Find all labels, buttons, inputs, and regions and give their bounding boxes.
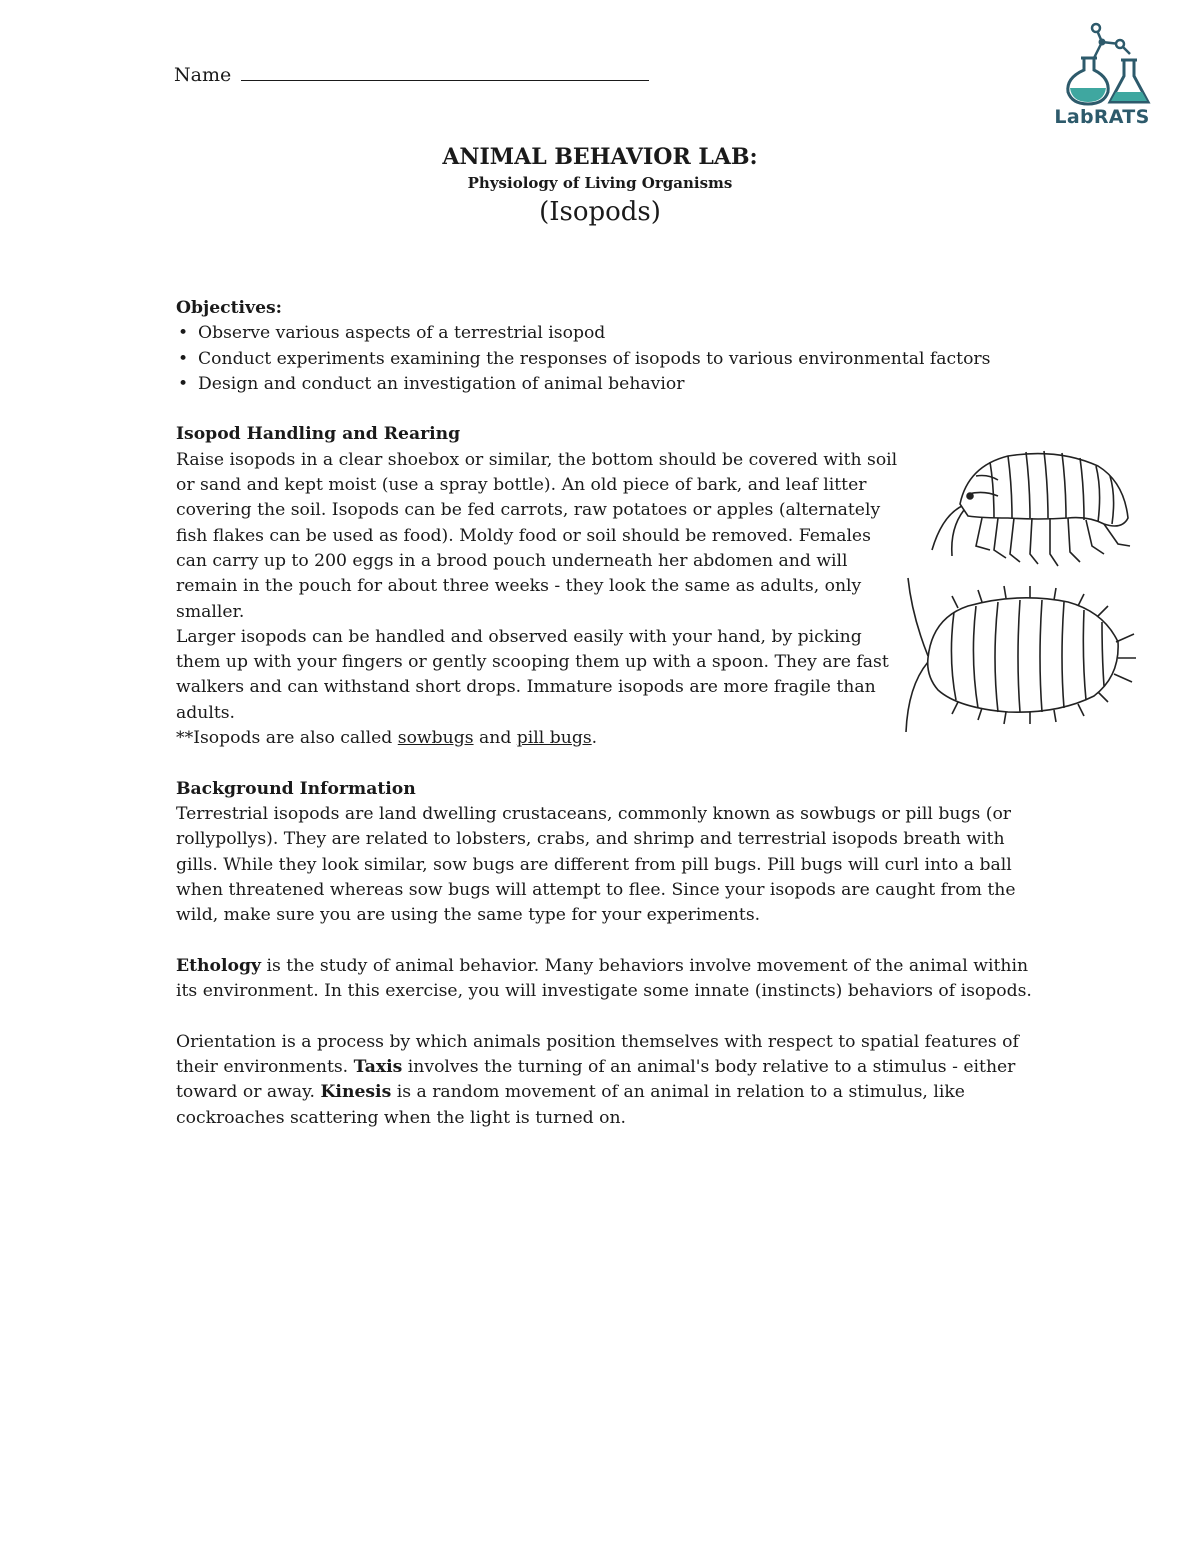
term-sowbugs: sowbugs bbox=[397, 728, 474, 749]
orientation-text-2: involves the turning of an animal's body relative to a stimulus - either toward or away. bbox=[176, 1056, 1016, 1103]
background-heading: Background Information bbox=[176, 778, 416, 799]
note-suffix: . bbox=[591, 728, 598, 749]
objectives-list bbox=[176, 321, 1036, 397]
list-item: • Conduct experiments examining the responses of isopods to various environmental factors bbox=[176, 347, 1036, 372]
term-taxis: Taxis bbox=[353, 1056, 403, 1077]
ethology-paragraph bbox=[176, 954, 1036, 1005]
orientation-text-3: is a random movement of an animal in relation to a stimulus, like cockroaches scattering when the light is turned on. bbox=[176, 1082, 965, 1128]
term-pill-bugs: pill bugs bbox=[516, 728, 592, 749]
handling-heading: Isopod Handling and Rearing bbox=[176, 424, 461, 445]
isopod-top-view-icon bbox=[906, 578, 1136, 732]
term-kinesis: Kinesis bbox=[320, 1082, 392, 1103]
name-label: Name bbox=[174, 64, 232, 86]
isopod-side-view-icon bbox=[932, 451, 1130, 566]
handling-paragraph-1: Raise isopods in a clear shoebox or similar, the bottom should be covered with soil or sand and kept moist (use a spray bottle). An old piece of bark, and leaf litter covering the soil. Isopods can be fed carrots, raw potatoes or apples (alternately fish flakes can be used as food). Moldy food or soil should be removed. Females can carry up to 200 eggs in a brood pouch underneath her abdomen and will remain in the pouch for about three weeks - they look the same as adults, only smaller. bbox=[176, 449, 898, 622]
page-title: ANIMAL BEHAVIOR LAB: bbox=[442, 144, 758, 170]
page-subtitle-isopods: (Isopods) bbox=[539, 197, 661, 227]
list-item: • Design and conduct an investigation of animal behavior bbox=[176, 372, 1036, 397]
background-paragraph: Terrestrial isopods are land dwelling crustaceans, commonly known as sowbugs or pill bugs (or rollypollys). They are related to lobsters, crabs, and shrimp and terrestrial isopods breath with gills. While they look similar, sow bugs are different from pill bugs. Pill bugs will curl into a ball when threatened whereas sow bugs will attempt to flee. Since your isopods are caught from the wild, make sure you are using the same type for your experiments. bbox=[176, 803, 1016, 926]
logo-text: LabRATS bbox=[1054, 106, 1150, 128]
title-block bbox=[0, 142, 1200, 230]
orientation-paragraph bbox=[176, 1030, 1036, 1131]
term-ethology: Ethology bbox=[176, 955, 261, 976]
ethology-text: is the study of animal behavior. Many behaviors involve movement of the animal within its environment. In this exercise, you will investigate some innate (instincts) behaviors of isopods. bbox=[176, 955, 1032, 1002]
note-prefix: **Isopods are also called bbox=[176, 728, 398, 749]
objectives-heading: Objectives: bbox=[176, 298, 283, 318]
page-subtitle: Physiology of Living Organisms bbox=[467, 174, 733, 192]
handling-paragraph-2: Larger isopods can be handled and observed easily with your hand, by picking them up with your fingers or gently scooping them up with a spoon. They are fast walkers and can withstand short drops. Immature isopods are more fragile than adults. bbox=[176, 626, 889, 723]
list-item: • Observe various aspects of a terrestrial isopod bbox=[176, 321, 1036, 346]
flask-molecule-icon bbox=[1044, 22, 1160, 106]
note-mid: and bbox=[473, 728, 517, 749]
name-field[interactable] bbox=[174, 62, 649, 88]
orientation-text-1: Orientation is a process by which animals position themselves with respect to spatial features of their environments. bbox=[176, 1031, 1019, 1077]
name-blank-line[interactable] bbox=[241, 62, 649, 81]
isopod-illustration bbox=[898, 446, 1142, 746]
labrats-logo bbox=[1044, 22, 1160, 132]
